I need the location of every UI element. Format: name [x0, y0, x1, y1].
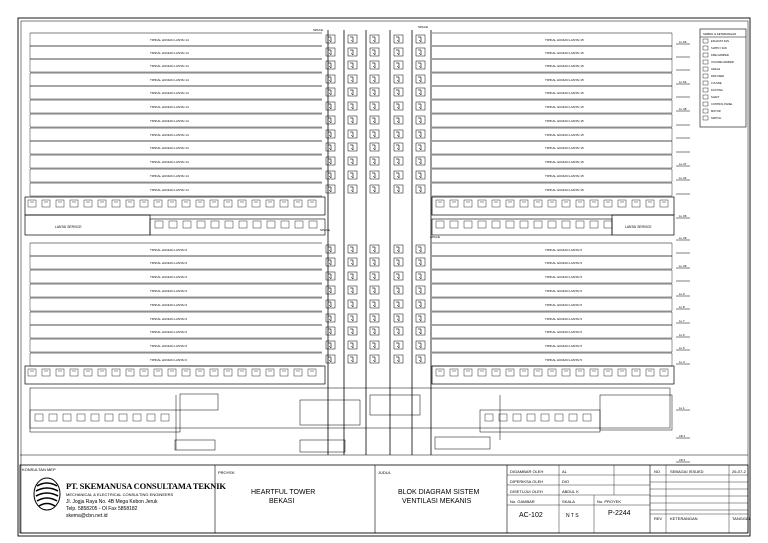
podium-room-b: [180, 394, 218, 410]
equipment-unit: [562, 369, 570, 376]
konsultan-label: KONSULTAN MEP: [22, 467, 56, 472]
floor-label-left: TIPIKAL HUNIAN LANTAI 14: [150, 78, 189, 82]
equipment-unit: [548, 200, 556, 207]
floor-label-right: TIPIKAL HUNIAN LANTAI 15: [545, 174, 584, 178]
equipment-unit: [527, 414, 535, 421]
floor-label-left: TIPIKAL HUNIAN LANTAI 14: [150, 146, 189, 150]
equipment-unit: [98, 369, 106, 376]
inner-border: [21, 21, 748, 533]
equipment-unit: [576, 369, 584, 376]
firm-subtitle: MECHANICAL & ELECTRICAL CONSULTING ENGINEERS: [66, 492, 174, 497]
floor-label-right: TIPIKAL HUNIAN LANTAI 15: [545, 91, 584, 95]
floor-label-left: TIPIKAL HUNIAN LANTAI 14: [150, 133, 189, 137]
equipment-unit: [520, 221, 528, 228]
floor-label-right: TIPIKAL HUNIAN LANTAI 15: [545, 78, 584, 82]
keterangan-label: KETERANGAN: [670, 516, 698, 521]
proyek-label: PROYEK: [218, 470, 235, 475]
equipment-unit: [450, 200, 458, 207]
legend-symbol: [703, 102, 708, 106]
equipment-unit: [133, 414, 141, 421]
equipment-unit: [183, 221, 191, 228]
floor-label-left: TIPIKAL HUNIAN LANTAI 14: [150, 51, 189, 55]
floor-label-right: TIPIKAL HUNIAN LANTAI 5: [545, 248, 583, 252]
tanggal-label: TANGGAL: [732, 516, 751, 521]
level-label: LL 7: [679, 319, 685, 323]
equipment-unit: [492, 221, 500, 228]
equipment-unit: [239, 221, 247, 228]
floor-label-right: TIPIKAL HUNIAN LANTAI 5: [545, 330, 583, 334]
equipment-unit: [182, 200, 190, 207]
equipment-unit: [562, 200, 570, 207]
equipment-unit: [70, 369, 78, 376]
equipment-unit: [604, 200, 612, 207]
service-room-left: [25, 215, 150, 235]
equipment-unit: [632, 200, 640, 207]
equipment-unit: [583, 414, 591, 421]
legend-symbol: [703, 109, 708, 113]
floor-label-right: TIPIKAL HUNIAN LANTAI 15: [545, 38, 584, 42]
no-proyek-label: No. PROYEK: [597, 499, 622, 504]
equipment-unit: [464, 221, 472, 228]
equipment-unit: [147, 414, 155, 421]
equipment-unit: [84, 369, 92, 376]
diperiksa-label: DIPERIKSA OLEH: [510, 479, 544, 484]
equipment-unit: [168, 200, 176, 207]
equipment-unit: [590, 200, 598, 207]
floor-label-right: TIPIKAL HUNIAN LANTAI 15: [545, 51, 584, 55]
equipment-unit: [590, 221, 598, 228]
equipment-unit: [618, 200, 626, 207]
level-label: LL 32: [679, 176, 687, 180]
floor-label-left: TIPIKAL HUNIAN LANTAI 6: [150, 248, 188, 252]
level-label: LB 2: [679, 458, 686, 462]
floor-label-left: TIPIKAL HUNIAN LANTAI 14: [150, 119, 189, 123]
level-label: LL 54: [679, 80, 687, 84]
equipment-unit: [56, 369, 64, 376]
equipment-unit: [280, 369, 288, 376]
floor-label-left: TIPIKAL HUNIAN LANTAI 14: [150, 188, 189, 192]
equipment-unit: [450, 221, 458, 228]
floor-label-left: TIPIKAL HUNIAN LANTAI 14: [150, 64, 189, 68]
equipment-unit: [197, 221, 205, 228]
equipment-unit: [70, 200, 78, 207]
digambar-value: AL: [562, 469, 567, 474]
basement-fan-c: [435, 437, 490, 449]
floor-label-right: TIPIKAL HUNIAN LANTAI 15: [545, 64, 584, 68]
legend-symbol: [703, 60, 708, 64]
equipment-unit: [478, 221, 486, 228]
equipment-unit: [140, 369, 148, 376]
legend-symbol: [703, 67, 708, 71]
rev-note: SEBAGAI ISSUED: [670, 469, 704, 474]
equipment-unit: [436, 221, 444, 228]
equipment-unit: [506, 221, 514, 228]
floor-label-right: TIPIKAL HUNIAN LANTAI 5: [545, 344, 583, 348]
equipment-unit: [140, 200, 148, 207]
equipment-unit: [534, 369, 542, 376]
equipment-unit: [28, 369, 36, 376]
equipment-unit: [436, 369, 444, 376]
disetujui-label: DISETUJUI OLEH: [510, 489, 543, 494]
legend-item: DIFFUSER: [711, 75, 724, 78]
equipment-unit: [576, 200, 584, 207]
equipment-unit: [196, 200, 204, 207]
legend-item: SHAFT: [711, 96, 720, 99]
sheet-border: [18, 18, 750, 536]
floor-label-left: TIPIKAL HUNIAN LANTAI 6: [150, 275, 188, 279]
equipment-unit: [42, 369, 50, 376]
shaft-label: SPACE: [430, 235, 440, 239]
floor-label-left: TIPIKAL HUNIAN LANTAI 6: [150, 317, 188, 321]
equipment-unit: [35, 414, 43, 421]
equipment-unit: [548, 221, 556, 228]
equipment-unit: [569, 414, 577, 421]
floor-label-left: TIPIKAL HUNIAN LANTAI 14: [150, 174, 189, 178]
equipment-unit: [210, 369, 218, 376]
level-label: LL 39: [679, 264, 687, 268]
equipment-unit: [98, 200, 106, 207]
service-label-right: LANTAI SERVICE: [625, 225, 652, 229]
equipment-unit: [154, 369, 162, 376]
equipment-unit: [63, 414, 71, 421]
equipment-unit: [604, 369, 612, 376]
equipment-unit: [309, 221, 317, 228]
equipment-unit: [182, 369, 190, 376]
floor-label-left: TIPIKAL HUNIAN LANTAI 6: [150, 303, 188, 307]
equipment-unit: [168, 369, 176, 376]
firm-logo: [32, 476, 62, 512]
diperiksa-value: DIO: [562, 479, 570, 484]
equipment-band-right-a: [432, 197, 674, 215]
no-gambar-label: No. GAMBAR: [510, 499, 535, 504]
legend-item: SUPPLY FAN: [711, 47, 727, 50]
equipment-unit: [49, 414, 57, 421]
floor-label-right: TIPIKAL HUNIAN LANTAI 15: [545, 133, 584, 137]
equipment-unit: [541, 414, 549, 421]
equipment-unit: [534, 200, 542, 207]
legend-symbol: [703, 116, 708, 120]
rev-label: REV: [654, 516, 663, 521]
equipment-unit: [211, 221, 219, 228]
equipment-unit: [590, 369, 598, 376]
floor-label-right: TIPIKAL HUNIAN LANTAI 5: [545, 275, 583, 279]
legend-symbol: [703, 81, 708, 85]
rev-no-label: NO: [654, 469, 660, 474]
legend-symbol: [703, 53, 708, 57]
legend-item: CONTROL PANEL: [711, 103, 733, 106]
equipment-unit: [632, 369, 640, 376]
floor-label-right: TIPIKAL HUNIAN LANTAI 15: [545, 105, 584, 109]
equipment-unit: [294, 200, 302, 207]
equipment-unit: [295, 221, 303, 228]
legend-symbol: [703, 46, 708, 50]
equipment-unit: [266, 369, 274, 376]
equipment-unit: [646, 200, 654, 207]
equipment-unit: [224, 200, 232, 207]
equipment-unit: [294, 369, 302, 376]
podium-room-f: [600, 395, 672, 430]
equipment-unit: [196, 369, 204, 376]
shaft-label: SPACE: [320, 228, 330, 232]
legend-symbol: [703, 95, 708, 99]
legend-item: MOTOR: [711, 110, 721, 113]
equipment-unit: [520, 200, 528, 207]
equipment-unit: [126, 200, 134, 207]
shaft-label: SPACE: [418, 25, 428, 29]
floor-label-left: TIPIKAL HUNIAN LANTAI 14: [150, 105, 189, 109]
project-number: P-2244: [608, 510, 631, 517]
equipment-unit: [105, 414, 113, 421]
equipment-unit: [520, 369, 528, 376]
equipment-unit: [478, 200, 486, 207]
equipment-unit: [492, 369, 500, 376]
floor-label-left: TIPIKAL HUNIAN LANTAI 6: [150, 358, 188, 362]
podium-room-c: [300, 400, 360, 425]
level-label: LL 66: [679, 40, 687, 44]
legend-item: SWITCH: [711, 117, 722, 120]
equipment-unit: [252, 200, 260, 207]
drawing-title-line2: VENTILASI MEKANIS: [402, 498, 472, 505]
level-label: LL 48: [679, 107, 687, 111]
equipment-unit: [478, 369, 486, 376]
equipment-unit: [513, 414, 521, 421]
equipment-unit: [618, 369, 626, 376]
equipment-unit: [266, 200, 274, 207]
legend-item: VOLUME DAMPER: [711, 61, 734, 64]
firm-phone: Telp. 5858205 - Ol Fax 5858182: [66, 506, 138, 512]
level-label: LL 8: [679, 305, 685, 309]
equipment-unit: [562, 221, 570, 228]
podium-room-d: [370, 395, 420, 415]
service-equip-right: [432, 219, 612, 235]
equipment-unit: [126, 369, 134, 376]
equipment-unit: [84, 200, 92, 207]
floor-label-left: TIPIKAL HUNIAN LANTAI 14: [150, 91, 189, 95]
legend-symbol: [703, 39, 708, 43]
equipment-unit: [238, 200, 246, 207]
level-label: LL 9: [679, 292, 685, 296]
floor-label-right: TIPIKAL HUNIAN LANTAI 5: [545, 303, 583, 307]
firm-name: PT. SKEMANUSA CONSULTAMA TEKNIK: [66, 481, 226, 491]
level-label: LL 3: [679, 360, 685, 364]
equipment-unit: [646, 369, 654, 376]
level-label: LL 1: [679, 406, 685, 410]
service-equip-left: [150, 219, 325, 235]
floor-label-right: TIPIKAL HUNIAN LANTAI 15: [545, 188, 584, 192]
drawing-number: AC-102: [519, 512, 543, 519]
basement-fan-b: [300, 440, 345, 452]
drawing-title-line1: BLOK DIAGRAM SISTEM: [398, 489, 480, 496]
equipment-unit: [267, 221, 275, 228]
rev-date: 26-07-2: [732, 469, 746, 474]
level-label: LL 36: [679, 214, 687, 218]
equipment-unit: [154, 200, 162, 207]
level-label: LL 6: [679, 333, 685, 337]
equipment-unit: [28, 200, 36, 207]
equipment-unit: [308, 200, 316, 207]
equipment-unit: [169, 221, 177, 228]
project-city: BEKASI: [269, 498, 295, 505]
equipment-unit: [77, 414, 85, 421]
floor-label-left: TIPIKAL HUNIAN LANTAI 6: [150, 261, 188, 265]
equipment-unit: [56, 200, 64, 207]
podium-frame: [30, 388, 670, 428]
equipment-unit: [112, 200, 120, 207]
skala-label: SKALA: [562, 499, 575, 504]
scale-value: N T S: [566, 513, 579, 519]
equipment-unit: [224, 369, 232, 376]
equipment-unit: [210, 200, 218, 207]
basement-fan-a: [175, 440, 215, 450]
equipment-unit: [253, 221, 261, 228]
level-label: LL 5: [679, 346, 685, 350]
equipment-unit: [91, 414, 99, 421]
floor-label-left: TIPIKAL HUNIAN LANTAI 6: [150, 330, 188, 334]
legend-item: EXHAUST FAN: [711, 40, 729, 43]
digambar-label: DIGAMBAR OLEH: [510, 469, 544, 474]
equipment-unit: [576, 221, 584, 228]
firm-email: skema@cbn.net.id: [66, 513, 108, 519]
equipment-unit: [308, 369, 316, 376]
podium-room-e: [480, 410, 600, 432]
floor-label-right: TIPIKAL HUNIAN LANTAI 5: [545, 358, 583, 362]
legend-item: FIRE DAMPER: [711, 54, 729, 57]
equipment-unit: [252, 369, 260, 376]
equipment-unit: [436, 200, 444, 207]
shaft-label: SPACE: [313, 28, 323, 32]
equipment-unit: [464, 200, 472, 207]
equipment-unit: [506, 200, 514, 207]
equipment-unit: [555, 414, 563, 421]
disetujui-value: ABDUL K: [562, 489, 579, 494]
legend-symbol: [703, 74, 708, 78]
equipment-unit: [464, 369, 472, 376]
floor-label-left: TIPIKAL HUNIAN LANTAI 14: [150, 38, 189, 42]
equipment-unit: [492, 200, 500, 207]
floor-label-right: TIPIKAL HUNIAN LANTAI 5: [545, 289, 583, 293]
equipment-unit: [161, 414, 169, 421]
legend-item: DUCTING: [711, 89, 723, 92]
equipment-unit: [119, 414, 127, 421]
equipment-unit: [225, 221, 233, 228]
project-name: HEARTFUL TOWER: [251, 489, 316, 496]
firm-address: Jl. Jogja Raya No. 4B Mega Kebon Jeruk: [66, 499, 158, 505]
level-label: LL 39: [679, 236, 687, 240]
floor-label-right: TIPIKAL HUNIAN LANTAI 15: [545, 160, 584, 164]
legend-title: SIMBOL & KETERANGAN: [703, 32, 737, 36]
floor-label-left: TIPIKAL HUNIAN LANTAI 14: [150, 160, 189, 164]
equipment-unit: [450, 369, 458, 376]
floor-label-right: TIPIKAL HUNIAN LANTAI 15: [545, 146, 584, 150]
judul-label: JUDUL: [378, 470, 391, 475]
equipment-unit: [238, 369, 246, 376]
equipment-unit: [534, 221, 542, 228]
service-label-left: LANTAI SERVICE: [55, 225, 82, 229]
floor-label-right: TIPIKAL HUNIAN LANTAI 5: [545, 317, 583, 321]
equipment-unit: [548, 369, 556, 376]
floor-label-right: TIPIKAL HUNIAN LANTAI 15: [545, 119, 584, 123]
equipment-band-right-b: [432, 366, 674, 384]
equipment-unit: [155, 221, 163, 228]
level-label: LB 1: [679, 434, 686, 438]
equipment-unit: [485, 414, 493, 421]
level-label: LL 37: [679, 162, 687, 166]
floor-label-left: TIPIKAL HUNIAN LANTAI 6: [150, 289, 188, 293]
floor-label-left: TIPIKAL HUNIAN LANTAI 6: [150, 344, 188, 348]
legend-item: GRILLE: [711, 68, 721, 71]
equipment-unit: [660, 369, 668, 376]
equipment-unit: [280, 200, 288, 207]
equipment-unit: [281, 221, 289, 228]
legend-item: LOUVRE: [711, 82, 722, 85]
equipment-unit: [506, 369, 514, 376]
equipment-unit: [42, 200, 50, 207]
equipment-unit: [604, 221, 612, 228]
equipment-unit: [112, 369, 120, 376]
legend-symbol: [703, 88, 708, 92]
equipment-unit: [660, 200, 668, 207]
floor-label-right: TIPIKAL HUNIAN LANTAI 5: [545, 261, 583, 265]
